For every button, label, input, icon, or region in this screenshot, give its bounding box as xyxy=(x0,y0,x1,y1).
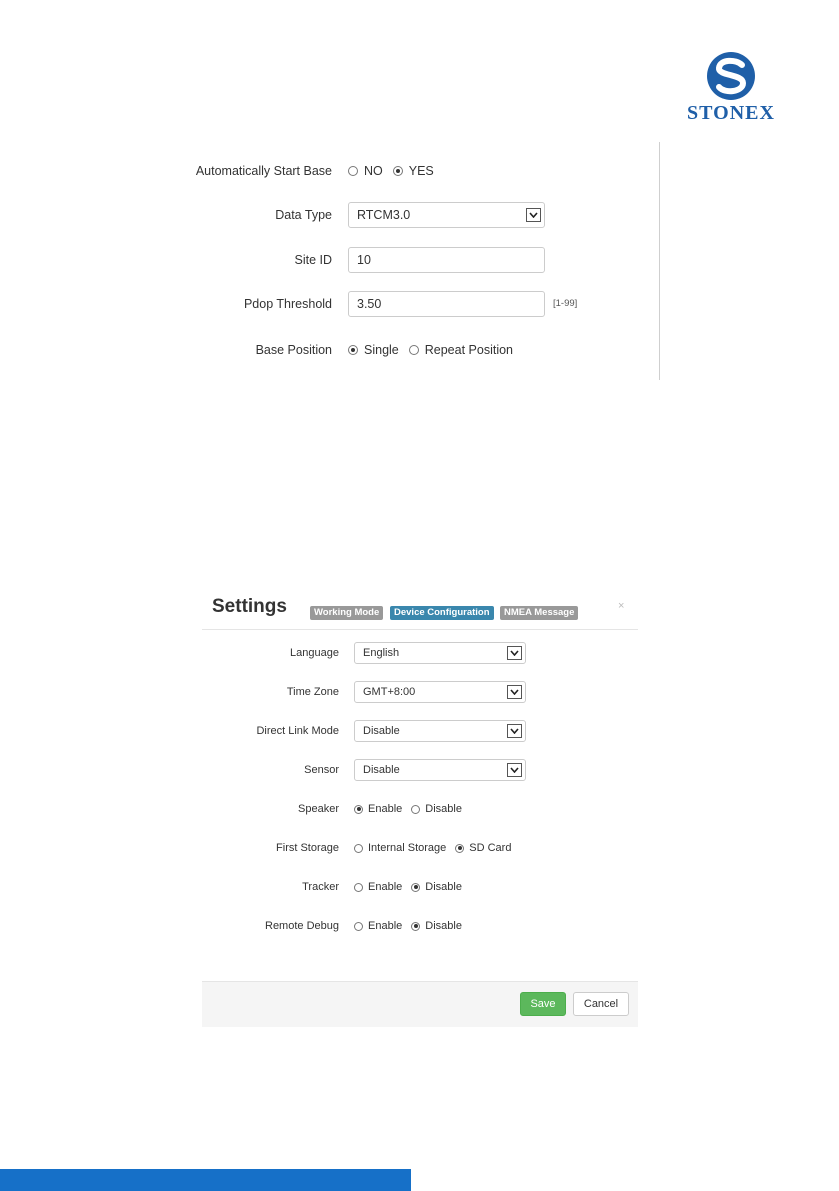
site-id-row xyxy=(0,245,340,275)
radio-icon[interactable] xyxy=(354,844,363,853)
speaker-label: Speaker xyxy=(298,803,339,815)
base-position-row xyxy=(0,335,340,365)
data-type-row xyxy=(0,200,340,230)
data-type-select[interactable]: RTCM3.0 xyxy=(348,202,545,228)
first-storage-options xyxy=(354,833,520,863)
first-storage-label: First Storage xyxy=(276,842,339,854)
radio-selected-icon[interactable] xyxy=(393,166,403,176)
pdop-range-hint: [1-99] xyxy=(553,298,578,309)
cancel-button[interactable]: Cancel xyxy=(573,992,629,1016)
radio-selected-icon[interactable] xyxy=(411,922,420,931)
dialog-header-divider xyxy=(202,629,638,630)
radio-icon[interactable] xyxy=(348,166,358,176)
time-zone-select[interactable]: GMT+8:00 xyxy=(354,681,526,703)
logo-wordmark: STONEX xyxy=(687,102,775,124)
panel-divider xyxy=(659,142,660,380)
speaker-options xyxy=(354,794,471,824)
remote-debug-options xyxy=(354,911,471,941)
sensor-label: Sensor xyxy=(304,764,339,776)
data-type-label: Data Type xyxy=(275,208,332,222)
radio-selected-icon[interactable] xyxy=(455,844,464,853)
direct-link-mode-select[interactable]: Disable xyxy=(354,720,526,742)
language-label: Language xyxy=(290,647,339,659)
stonex-logo xyxy=(672,50,790,125)
radio-icon[interactable] xyxy=(409,345,419,355)
direct-link-mode-row xyxy=(0,716,339,746)
time-zone-row xyxy=(0,677,339,707)
radio-icon[interactable] xyxy=(411,805,420,814)
first-storage-row xyxy=(0,833,339,863)
speaker-row xyxy=(0,794,339,824)
pdop-input[interactable]: 3.50 xyxy=(348,291,545,317)
time-zone-label: Time Zone xyxy=(286,686,339,698)
tab-device-configuration[interactable]: Device Configuration xyxy=(390,606,494,620)
radio-icon[interactable] xyxy=(354,883,363,892)
remote-debug-label: Remote Debug xyxy=(265,920,339,932)
page-footer-bar xyxy=(0,1169,411,1191)
site-id-input[interactable]: 10 xyxy=(348,247,545,273)
tracker-row xyxy=(0,872,339,902)
chevron-down-icon[interactable] xyxy=(507,646,522,660)
site-id-label: Site ID xyxy=(294,253,332,267)
tab-working-mode[interactable]: Working Mode xyxy=(310,606,383,620)
direct-link-mode-label: Direct Link Mode xyxy=(256,725,339,737)
save-button[interactable]: Save xyxy=(520,992,566,1016)
chevron-down-icon[interactable] xyxy=(507,685,522,699)
pdop-label: Pdop Threshold xyxy=(243,297,332,311)
base-position-label: Base Position xyxy=(255,343,332,357)
remote-debug-row xyxy=(0,911,339,941)
base-position-repeat-option[interactable]: Repeat Position xyxy=(409,343,513,357)
sensor-select[interactable]: Disable xyxy=(354,759,526,781)
chevron-down-icon[interactable] xyxy=(507,724,522,738)
first-storage-sd-card-option[interactable]: SD Card xyxy=(455,842,511,854)
auto-start-options xyxy=(348,156,444,186)
auto-start-no-option[interactable]: NO xyxy=(348,164,383,178)
radio-selected-icon[interactable] xyxy=(348,345,358,355)
speaker-disable-option[interactable]: Disable xyxy=(411,803,462,815)
radio-selected-icon[interactable] xyxy=(354,805,363,814)
base-position-options xyxy=(348,335,523,365)
remote-debug-disable-option[interactable]: Disable xyxy=(411,920,462,932)
tracker-disable-option[interactable]: Disable xyxy=(411,881,462,893)
remote-debug-enable-option[interactable]: Enable xyxy=(354,920,402,932)
tracker-options xyxy=(354,872,471,902)
first-storage-internal-option[interactable]: Internal Storage xyxy=(354,842,446,854)
pdop-row xyxy=(0,289,340,319)
tracker-label: Tracker xyxy=(302,881,339,893)
chevron-down-icon[interactable] xyxy=(507,763,522,777)
chevron-down-icon[interactable] xyxy=(526,208,541,222)
language-row xyxy=(0,638,339,668)
base-position-single-option[interactable]: Single xyxy=(348,343,399,357)
auto-start-row xyxy=(0,156,340,186)
auto-start-label: Automatically Start Base xyxy=(195,164,332,178)
tracker-enable-option[interactable]: Enable xyxy=(354,881,402,893)
language-select[interactable]: English xyxy=(354,642,526,664)
sensor-row xyxy=(0,755,339,785)
auto-start-yes-option[interactable]: YES xyxy=(393,164,434,178)
dialog-title: Settings xyxy=(212,596,287,617)
tab-nmea-message[interactable]: NMEA Message xyxy=(500,606,578,620)
stonex-s-icon xyxy=(672,50,790,102)
radio-icon[interactable] xyxy=(354,922,363,931)
radio-selected-icon[interactable] xyxy=(411,883,420,892)
close-icon[interactable]: × xyxy=(618,600,625,612)
speaker-enable-option[interactable]: Enable xyxy=(354,803,402,815)
